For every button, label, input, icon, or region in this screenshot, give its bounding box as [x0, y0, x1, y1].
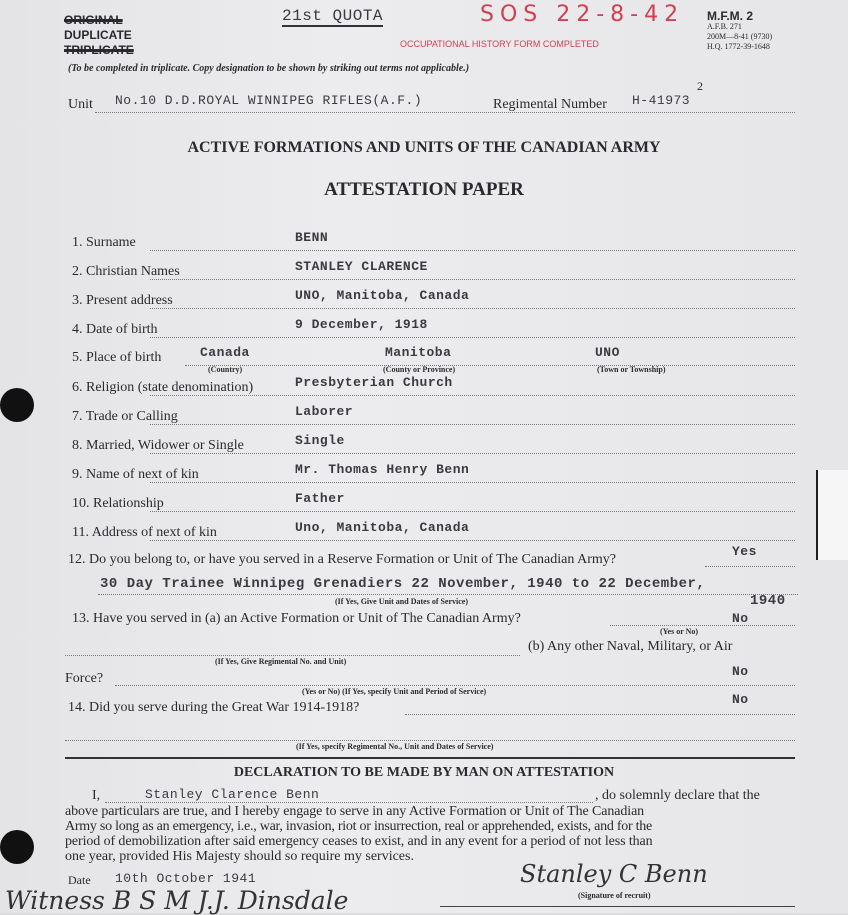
field-value: Single [295, 433, 345, 448]
form-print: 200M—8-41 (9730) [707, 32, 773, 41]
q12-detail-year: 1940 [750, 593, 786, 609]
field-value: Laborer [295, 404, 354, 419]
divider [65, 757, 795, 759]
punch-hole [0, 830, 34, 864]
field-value: 9 December, 1918 [295, 317, 428, 332]
q12-answer: Yes [732, 544, 757, 559]
field-value: Presbyterian Church [295, 375, 453, 390]
q13-caption-yes-no: (Yes or No) [660, 627, 699, 636]
quota-label: 21st QUOTA [282, 7, 384, 25]
declaration-line-5: one year, provided His Majesty should so require my services. [65, 849, 414, 864]
field-label: 9. Name of next of kin [72, 467, 199, 482]
copy-triplicate: TRIPLICATE [64, 43, 134, 57]
declarant-name: Stanley Clarence Benn [145, 787, 320, 802]
form-afb: A.F.B. 271 [707, 22, 742, 31]
birth-country-caption: (Country) [208, 365, 243, 374]
signature-caption: (Signature of recruit) [578, 891, 651, 900]
field-value: Uno, Manitoba, Canada [295, 520, 470, 535]
field-value: STANLEY CLARENCE [295, 259, 428, 274]
declaration-line-3: Army so long as an emergency, i.e., war, invasion, riot or insurrection, real or apprehended, exists, and for the [65, 819, 653, 834]
field-label: 10. Relationship [72, 496, 164, 511]
regimental-number-label: Regimental Number [493, 97, 607, 112]
field-label: 8. Married, Widower or Single [72, 438, 244, 453]
field-label: 6. Religion (state denomination) [72, 380, 254, 395]
declaration-line-1: , do solemnly declare that the [595, 788, 760, 803]
birth-country: Canada [200, 345, 250, 360]
q13-label-b: (b) Any other Naval, Military, or Air [528, 639, 733, 654]
copy-original: ORIGINAL [64, 13, 123, 27]
q14-label: 14. Did you serve during the Great War 1914-1918? [68, 700, 360, 715]
torn-edge [816, 470, 848, 560]
q13-caption-b: (Yes or No) (If Yes, specify Unit and Period of Service) [302, 687, 487, 696]
regimental-number-correction: 2 [697, 79, 703, 93]
sos-stamp: SOS 22-8-42 [480, 2, 685, 27]
q13-label: 13. Have you served in (a) an Active Formation or Unit of The Canadian Army? [72, 611, 521, 626]
form-hq: H.Q. 1772-39-1648 [707, 42, 770, 51]
q12-label: 12. Do you belong to, or have you served in a Reserve Formation or Unit of The Canadian Army? [68, 552, 616, 567]
q13-force-label: Force? [65, 671, 104, 686]
unit-label: Unit [68, 97, 93, 112]
field-label: 11. Address of next of kin [72, 525, 217, 540]
form-code: M.F.M. 2 [707, 9, 754, 23]
declaration-line-4: period of demobilization after said emergency ceases to exist, and in any event for a period of not less than [65, 834, 653, 849]
instruction: (To be completed in triplicate. Copy designation to be shown by striking out terms not applicable.) [68, 63, 470, 74]
signature-line [440, 906, 795, 907]
field-value: Mr. Thomas Henry Benn [295, 462, 470, 477]
q13-answer-b: No [732, 664, 749, 679]
q14-answer: No [732, 692, 749, 707]
q14-caption: (If Yes, specify Regimental No., Unit and Dates of Service) [296, 742, 494, 751]
unit-value: No.10 D.D.ROYAL WINNIPEG RIFLES(A.F.) [115, 93, 423, 108]
field-value: BENN [295, 230, 329, 245]
copy-duplicate: DUPLICATE [64, 28, 132, 42]
birth-town: UNO [595, 345, 620, 360]
q13-answer-a: No [732, 611, 749, 626]
field-value: UNO, Manitoba, Canada [295, 288, 470, 303]
date-value: 10th October 1941 [115, 871, 257, 886]
birth-province: Manitoba [385, 345, 452, 360]
field-label: 3. Present address [72, 293, 173, 308]
declaration-i: I, [92, 788, 101, 803]
main-title: ACTIVE FORMATIONS AND UNITS OF THE CANADIAN ARMY [187, 139, 661, 156]
witness-signature: Witness B S M J.J. Dinsdale [5, 886, 349, 915]
birth-town-caption: (Town or Township) [597, 365, 666, 374]
field-label: 7. Trade or Calling [72, 409, 178, 424]
field-label: 2. Christian Names [72, 264, 180, 279]
date-label: Date [68, 873, 91, 887]
q13-caption-a: (If Yes, Give Regimental No. and Unit) [215, 657, 347, 666]
birth-province-caption: (County or Province) [383, 365, 456, 374]
recruit-signature: Stanley C Benn [520, 860, 708, 888]
punch-hole [0, 388, 34, 422]
declaration-title: DECLARATION TO BE MADE BY MAN ON ATTESTATION [233, 765, 615, 780]
q12-detail: 30 Day Trainee Winnipeg Grenadiers 22 November, 1940 to 22 December, [100, 576, 706, 592]
field-label: 5. Place of birth [72, 350, 162, 365]
q12-caption: (If Yes, Give Unit and Dates of Service) [335, 597, 469, 606]
occupational-stamp: OCCUPATIONAL HISTORY FORM COMPLETED [400, 39, 599, 49]
sub-title: ATTESTATION PAPER [324, 179, 524, 200]
field-value: Father [295, 491, 345, 506]
field-label: 4. Date of birth [72, 322, 158, 337]
declaration-line-2: above particulars are true, and I hereby engage to serve in any Active Formation or Unit of The Canadian [65, 804, 645, 819]
field-label: 1. Surname [72, 235, 136, 250]
regimental-number-value: H-41973 [632, 93, 691, 108]
